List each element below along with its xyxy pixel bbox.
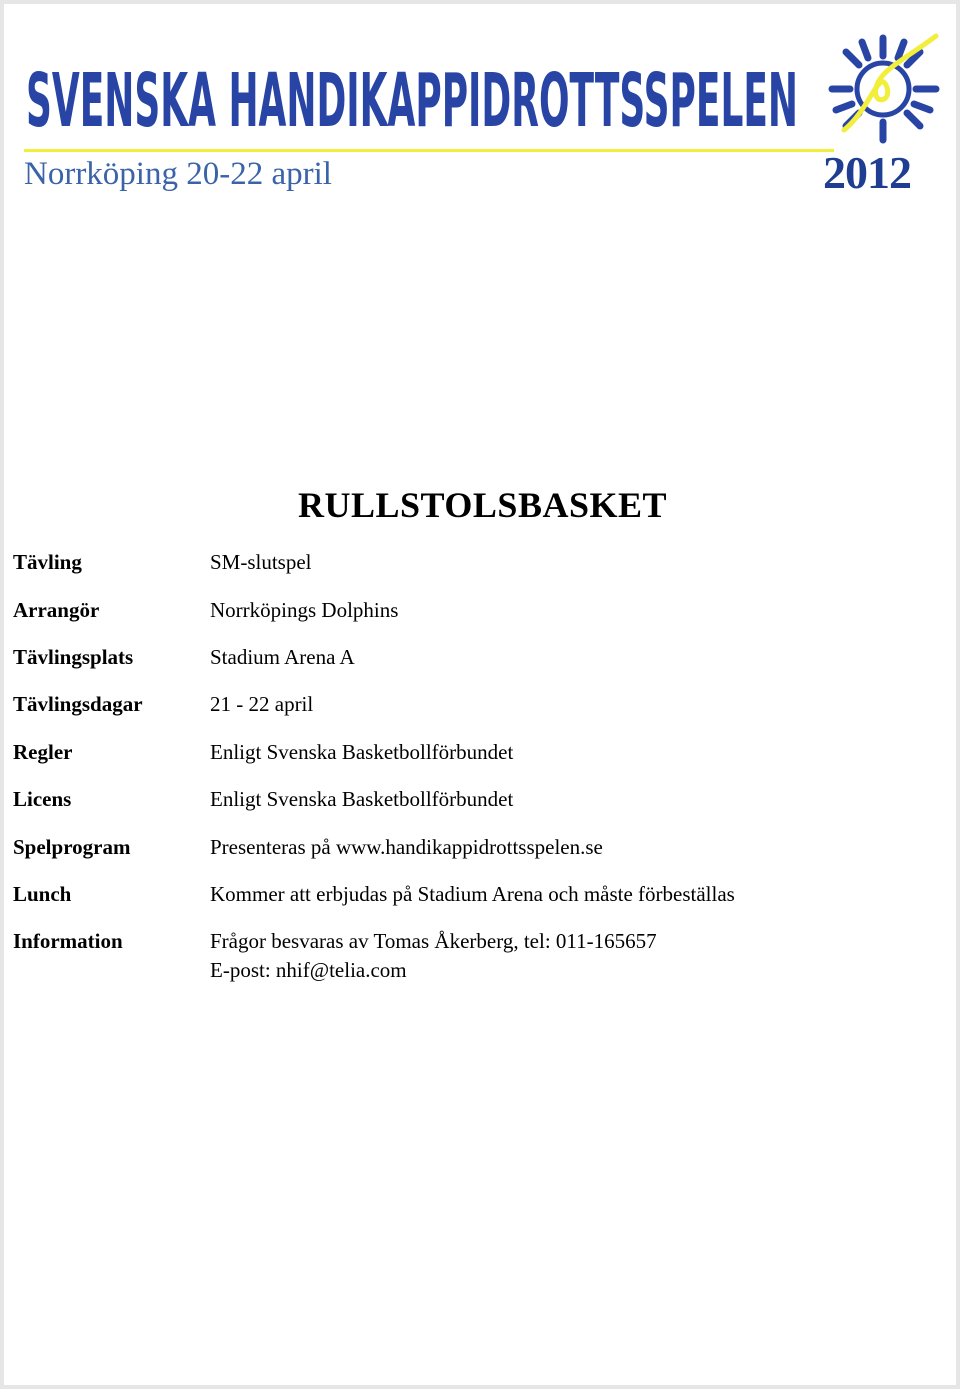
row-value: SM-slutspel — [210, 550, 312, 574]
row-value: Stadium Arena A — [210, 645, 355, 669]
sun-logo-icon — [824, 30, 942, 148]
banner-yellow-line — [24, 149, 834, 152]
row-label: Tävlingsdagar — [13, 692, 143, 716]
row-value-email: E-post: nhif@telia.com — [210, 958, 407, 982]
row-label: Regler — [13, 740, 73, 764]
row-value: Enligt Svenska Basketbollförbundet — [210, 740, 514, 764]
page-title: RULLSTOLSBASKET — [298, 485, 667, 525]
banner-year: 2012 — [823, 147, 911, 198]
row-label: Tävlingsplats — [13, 645, 134, 669]
row-label: Tävling — [13, 550, 82, 574]
svg-text:SVENSKA HANDIKAPPIDROTTSSPELEN: SVENSKA HANDIKAPPIDROTTSSPELEN — [26, 58, 798, 144]
row-value: Enligt Svenska Basketbollförbundet — [210, 787, 514, 811]
row-value: Presenteras på www.handikappidrottsspelen.se — [210, 835, 603, 859]
row-label: Licens — [13, 787, 72, 811]
banner-subtitle: Norrköping 20-22 april — [24, 156, 332, 192]
document-page — [4, 4, 956, 1385]
row-value: Frågor besvaras av Tomas Åkerberg, tel: 011-165657 — [210, 929, 657, 953]
row-value: 21 - 22 april — [210, 692, 314, 716]
row-label: Spelprogram — [13, 835, 131, 859]
row-value: Kommer att erbjudas på Stadium Arena och måste förbeställas — [210, 882, 735, 906]
banner-title-logo — [24, 38, 804, 148]
event-banner — [18, 28, 942, 208]
row-label: Arrangör — [13, 598, 100, 622]
row-label: Lunch — [13, 882, 72, 906]
row-label: Information — [13, 929, 123, 953]
row-value: Norrköpings Dolphins — [210, 598, 399, 622]
